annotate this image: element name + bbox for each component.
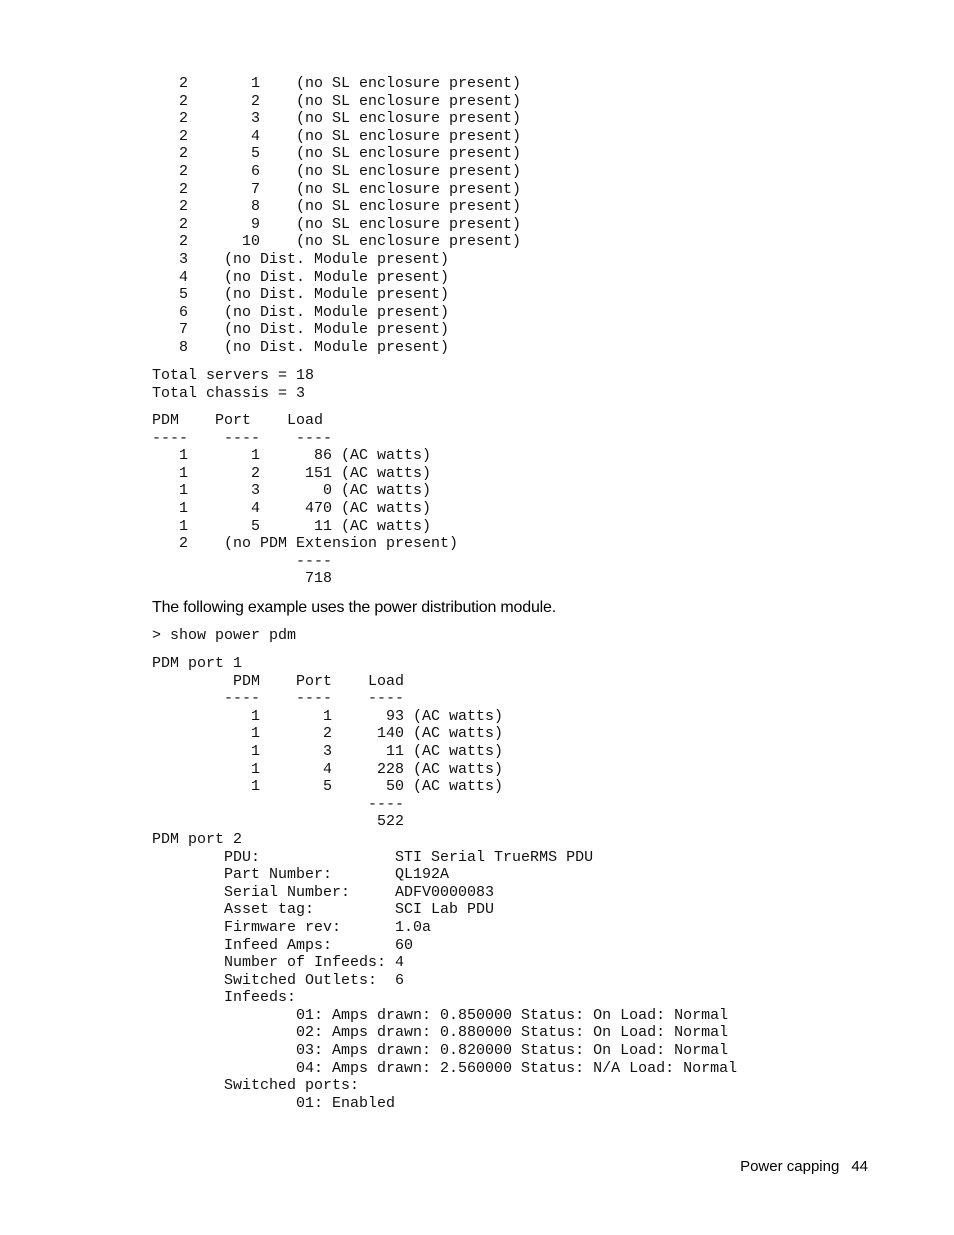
footer-section-title: Power capping: [740, 1158, 840, 1175]
totals-listing: Total servers = 18 Total chassis = 3: [152, 367, 315, 402]
page-footer: [740, 1158, 868, 1175]
enclosure-status-listing: 2 1 (no SL enclosure present) 2 2 (no SL enclosure present) 2 3 (no SL enclosure present) 2 4 (no SL enclosure present) 2 5 (no SL enclosure present) 2 6 (no SL enclosure present) 2 7 (no SL enclosure present) 2 8 (no SL enclosure present) 2 9 (no SL enclosure present) 2 10 (no SL enclosure present) 3 (no Dist. Module present) 4 (no Dist. Module present) 5 (no Dist. Module present) 6 (no Dist. Module present) 7 (no Dist. Module present) 8 (no Dist. Module present): [179, 75, 522, 356]
example-description: The following example uses the power distribution module.: [152, 599, 556, 616]
page-number: 44: [851, 1158, 868, 1175]
command-line: > show power pdm: [152, 627, 297, 644]
pdm-load-table: PDM Port Load ---- ---- ---- 1 1 86 (AC watts) 1 2 151 (AC watts) 1 3 0 (AC watts) 1 4 470 (AC watts) 1 5 11 (AC watts) 2 (no PDM Extension present) ---- 718: [152, 412, 459, 588]
pdm-output-listing: PDM port 1 PDM Port Load ---- ---- ---- 1 1 93 (AC watts) 1 2 140 (AC watts) 1 3 11 (AC watts) 1 4 228 (AC watts) 1 5 50 (AC watts) ---- 522 PDM port 2 PDU: STI Serial TrueRMS PDU Part Number: QL192A Serial Number: ADFV0000083 Asset tag: SCI Lab PDU Firmware rev: 1.0a Infeed Amps: 60 Number of Infeeds: 4 Switched Outlets: 6 Infeeds: 01: Amps drawn: 0.850000 Status: On Load: Normal 02: Amps drawn: 0.880000 Status: On Load: Normal 03: Amps drawn: 0.820000 Status: On Load: Normal 04: Amps drawn: 2.560000 Status: N/A Load: Normal Switched ports: 01: Enabled: [152, 655, 738, 1112]
